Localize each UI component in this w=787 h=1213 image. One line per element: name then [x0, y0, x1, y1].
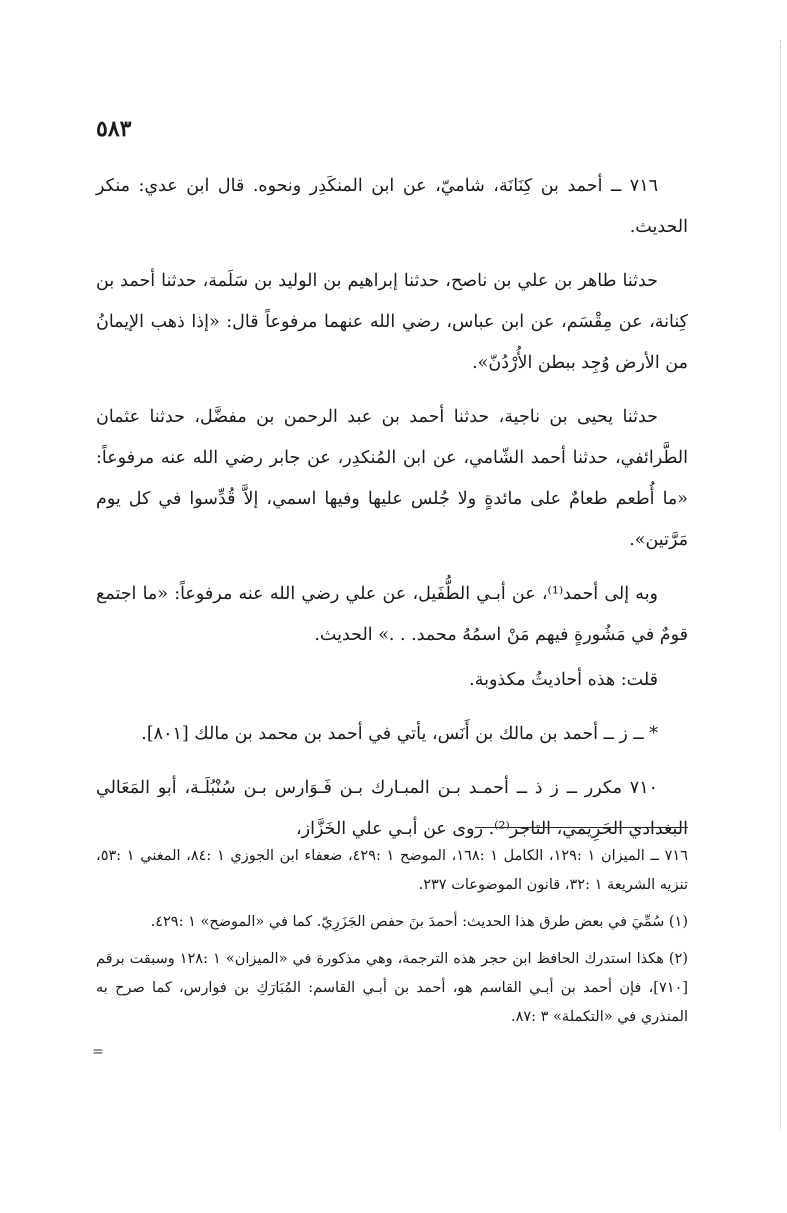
- author-comment: قلت: هذه أحاديثُ مكذوبة.: [469, 670, 658, 690]
- entry-710-repeated: ٧١٠ مكرر ــ ز ذ ــ أحمـد بـن المبـارك بـن فَـوَارس بـن سُنْبُلَـة، أبو المَعَالي البغدادي الحَرِيمي، التاجر⁽²⁾. روى عن أبـي علي الخَزَّاز،: [96, 778, 688, 839]
- entry-716: ٧١٦ ــ أحمد بن كِنَانَة، شاميّ، عن ابن المنكَدِر ونحوه. قال ابن عدي: منكر الحديث.: [96, 176, 688, 237]
- cross-reference-entry: * ــ ز ــ أحمد بن مالك بن أَنَس، يأتي في أحمد بن محمد بن مالك [٨٠١].: [141, 724, 658, 744]
- footnote-divider: [475, 827, 688, 828]
- main-text: [96, 166, 688, 863]
- margin-mark: =: [92, 1044, 104, 1060]
- hadith-paragraph-2: حدثنا يحيى بن ناجية، حدثنا أحمد بن عبد الرحمن بن مفضَّل، حدثنا عثمان الطَّرائفي، حدثنا أحمد الشّامي، عن ابن المُنكدِر، عن جابر رضي الله عنه مرفوعاً: «ما أُطعم طعامٌ على مائدةٍ ولا جُلس عليها وفيها اسمي، إلاَّ قُدِّسوا في كل يوم مَرَّتين».: [96, 407, 688, 550]
- scan-edge-line: [780, 40, 781, 1130]
- footnotes: [96, 842, 688, 1040]
- footnote-sources: ٧١٦ ــ الميزان ١ :١٢٩، الكامل ١ :١٦٨، الموضح ١ :٤٢٩، ضعفاء ابن الجوزي ١ :٨٤، المغني ١ :٥٣، تنزيه الشريعة ١ :٣٢، قانون الموضوعات ٢٣٧.: [96, 848, 688, 893]
- hadith-paragraph-1: حدثنا طاهر بن علي بن ناصح، حدثنا إبراهيم بن الوليد بن سَلَمة، حدثنا أحمد بن كِنانة، عن مِقْسَم، عن ابن عباس، رضي الله عنهما مرفوعاً قال: «إذا ذهب الإيمانُ من الأرض وُجِد ببطن الأُرْدُنّ».: [96, 271, 688, 373]
- page-number: ٥٨٣: [96, 116, 132, 142]
- hadith-paragraph-3: وبه إلى أحمد⁽¹⁾، عن أبـي الطُّفَيل، عن علي رضي الله عنه مرفوعاً: «ما اجتمع قومٌ في مَشُورةٍ فيهم مَنْ اسمُهُ محمد. . .» الحديث.: [96, 584, 688, 645]
- footnote-1: (١) سُمِّيَ في بعض طرق هذا الحديث: أحمدَ بنَ حفص الجَزَرِيّ. كما في «الموضح» ١ :٤٢٩.: [150, 914, 688, 930]
- footnote-2: (٢) هكذا استدرك الحافظ ابن حجر هذه الترجمة، وهي مذكورة في «الميزان» ١ :١٢٨ وسبقت برقم [٧١٠]، فإن أحمد بن أبـي القاسم هو، أحمد بن أبـي القاسم: المُبَارَكِ بن فوارس، كما صرح به المنذري في «التكملة» ٣ :٨٧.: [96, 951, 689, 1025]
